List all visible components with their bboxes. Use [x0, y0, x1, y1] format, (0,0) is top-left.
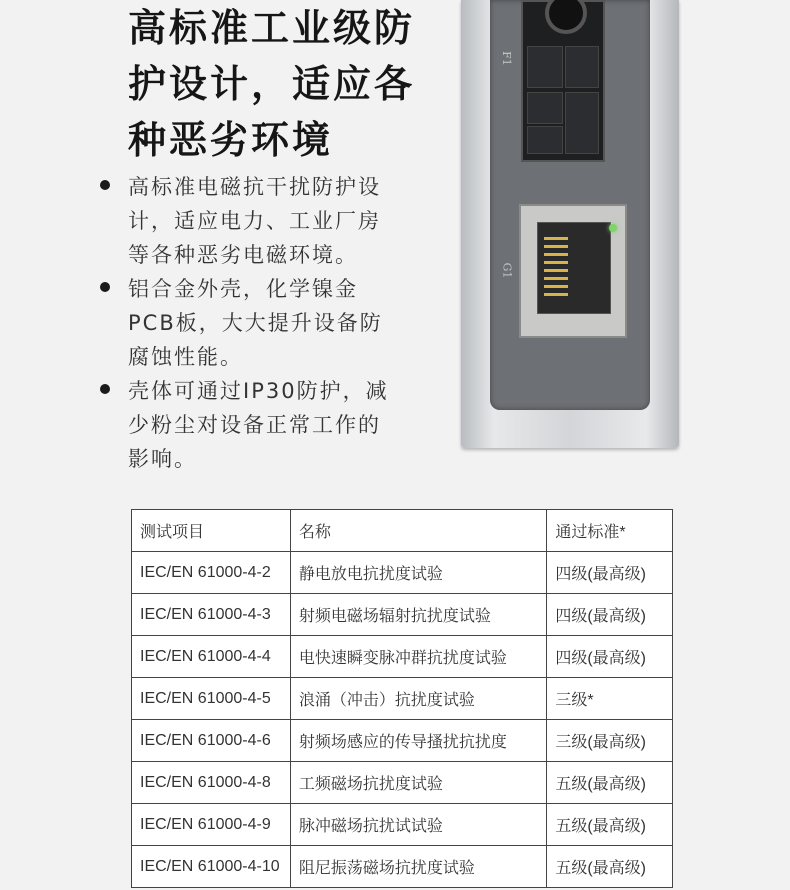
feature-item — [100, 272, 440, 374]
rj45-pin — [544, 277, 568, 280]
fiber-ring — [545, 0, 587, 34]
fiber-port-icon — [521, 0, 605, 162]
fiber-cell — [527, 126, 563, 154]
cell-name: 静电放电抗扰度试验 — [290, 552, 546, 594]
rj45-pin — [544, 237, 568, 240]
feature-item — [100, 170, 440, 272]
table-header-row — [132, 510, 673, 552]
cell-test-item: IEC/EN 61000-4-4 — [132, 636, 291, 678]
emc-test-table — [131, 509, 673, 888]
cell-test-item: IEC/EN 61000-4-6 — [132, 720, 291, 762]
fiber-cell — [565, 92, 599, 154]
cell-standard: 五级(最高级) — [547, 804, 673, 846]
headline — [128, 0, 448, 168]
headline-line: 高标准工业级防 — [128, 6, 416, 50]
column-header-standard: 通过标准* — [547, 510, 673, 552]
cell-test-item: IEC/EN 61000-4-10 — [132, 846, 291, 888]
rj45-pin — [544, 245, 568, 248]
port-label-f1: F1 — [499, 51, 513, 66]
link-led-icon — [609, 224, 617, 232]
table-row — [132, 636, 673, 678]
feature-text: PCB板，大大提升设备防 — [128, 311, 383, 335]
port-label-g1: G1 — [500, 262, 514, 279]
table-row — [132, 762, 673, 804]
feature-text: 壳体可通过IP30防护，减 — [128, 379, 389, 403]
cell-standard: 五级(最高级) — [547, 846, 673, 888]
feature-list — [100, 170, 440, 476]
rj45-pin — [544, 253, 568, 256]
cell-name: 电快速瞬变脉冲群抗扰度试验 — [290, 636, 546, 678]
rj45-pin — [544, 293, 568, 296]
cell-standard: 五级(最高级) — [547, 762, 673, 804]
cell-standard: 四级(最高级) — [547, 594, 673, 636]
cell-test-item: IEC/EN 61000-4-2 — [132, 552, 291, 594]
column-header-test-item: 测试项目 — [132, 510, 291, 552]
headline-line: 种恶劣环境 — [128, 118, 334, 162]
cell-name: 射频场感应的传导搔扰抗扰度 — [290, 720, 546, 762]
cell-name: 浪涌（冲击）抗扰度试验 — [290, 678, 546, 720]
fiber-cell — [527, 92, 563, 124]
device-port-panel — [490, 0, 650, 410]
cell-name: 阻尼振荡磁场抗扰度试验 — [290, 846, 546, 888]
table-row — [132, 552, 673, 594]
cell-test-item: IEC/EN 61000-4-9 — [132, 804, 291, 846]
table-row — [132, 846, 673, 888]
table-row — [132, 594, 673, 636]
feature-text: 高标准电磁抗干扰防护设 — [128, 175, 381, 199]
cell-standard: 三级* — [547, 678, 673, 720]
feature-text: 等各种恶劣电磁环境。 — [128, 243, 358, 267]
fiber-cell — [565, 46, 599, 88]
cell-name: 射频电磁场辐射抗扰度试验 — [290, 594, 546, 636]
rj45-pin — [544, 261, 568, 264]
rj45-pin — [544, 285, 568, 288]
cell-test-item: IEC/EN 61000-4-3 — [132, 594, 291, 636]
headline-line: 护设计，适应各 — [128, 62, 416, 106]
fiber-cell — [527, 46, 563, 88]
device-photo — [461, 0, 679, 450]
rj45-pin — [544, 269, 568, 272]
bullet-dot-icon — [100, 384, 110, 394]
cell-standard: 四级(最高级) — [547, 552, 673, 594]
feature-text: 铝合金外壳，化学镍金 — [128, 277, 358, 301]
cell-standard: 四级(最高级) — [547, 636, 673, 678]
cell-standard: 三级(最高级) — [547, 720, 673, 762]
cell-test-item: IEC/EN 61000-4-8 — [132, 762, 291, 804]
feature-text: 影响。 — [128, 447, 197, 471]
table-row — [132, 678, 673, 720]
cell-test-item: IEC/EN 61000-4-5 — [132, 678, 291, 720]
rj45-socket — [537, 222, 611, 314]
feature-text: 计，适应电力、工业厂房 — [128, 209, 381, 233]
bullet-dot-icon — [100, 180, 110, 190]
table-row — [132, 720, 673, 762]
rj45-port-icon — [519, 204, 627, 338]
feature-item — [100, 374, 440, 476]
cell-name: 工频磁场抗扰度试验 — [290, 762, 546, 804]
bullet-dot-icon — [100, 282, 110, 292]
feature-text: 少粉尘对设备正常工作的 — [128, 413, 381, 437]
cell-name: 脉冲磁场抗扰试试验 — [290, 804, 546, 846]
feature-text: 腐蚀性能。 — [128, 345, 243, 369]
column-header-name: 名称 — [290, 510, 546, 552]
table-row — [132, 804, 673, 846]
